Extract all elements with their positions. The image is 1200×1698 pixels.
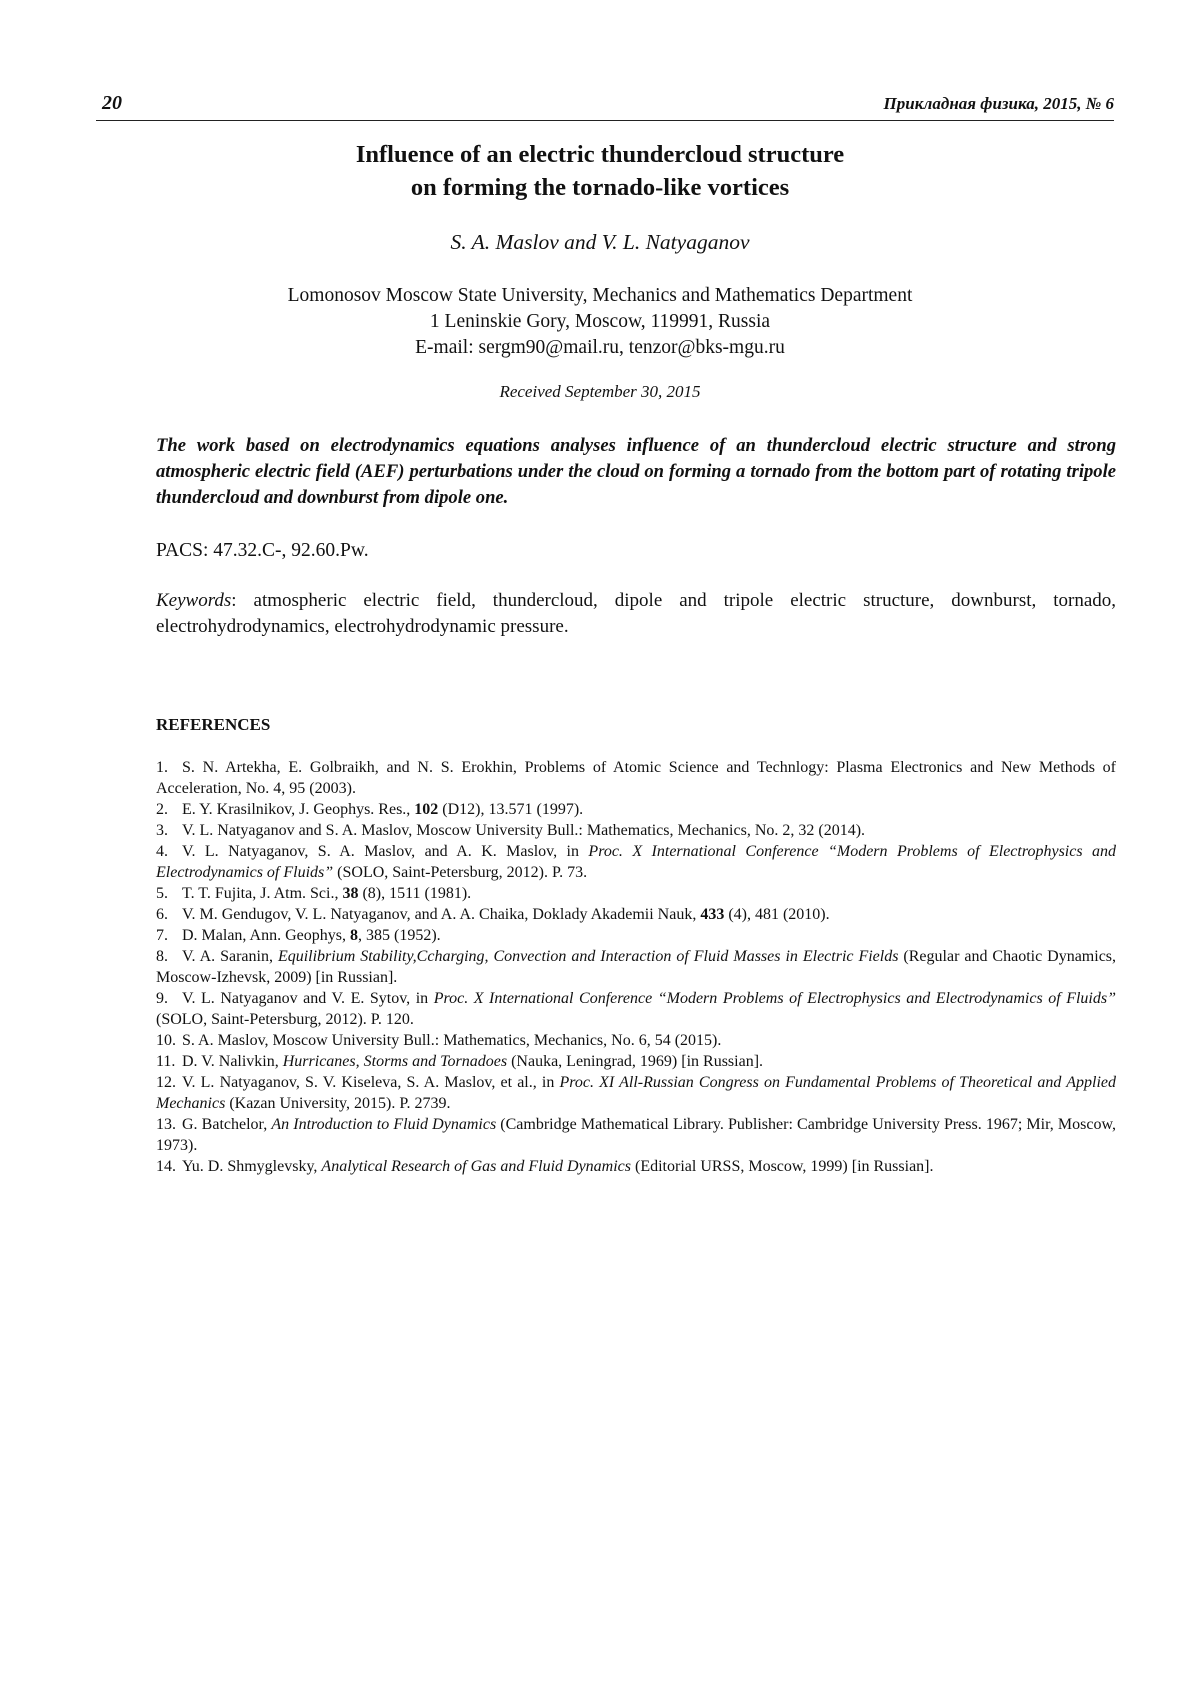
reference-italic: Proc. X International Conference “Modern Problems of Electrophysics and Electrodynamics of Fluids” (156, 843, 1116, 881)
reference-number: 6. (156, 906, 168, 923)
reference-volume: 433 (700, 906, 725, 923)
reference-item (156, 1114, 1116, 1156)
reference-item (156, 820, 1116, 841)
reference-tail: (Nauka, Leningrad, 1969) [in Russian]. (507, 1053, 764, 1070)
reference-number: 14. (156, 1158, 176, 1175)
reference-tail: , 385 (1952). (357, 927, 441, 944)
reference-item (156, 799, 1116, 820)
reference-item (156, 988, 1116, 1030)
affiliation-address: 1 Leninskie Gory, Moscow, 119991, Russia (429, 311, 771, 332)
reference-number: 13. (156, 1116, 176, 1133)
received-date: Received September 30, 2015 (499, 382, 701, 401)
reference-italic: Analytical Research of Gas and Fluid Dynamics (321, 1158, 631, 1175)
references-heading: REFERENCES (156, 715, 271, 734)
reference-tail: (8), 1511 (1981). (358, 885, 472, 902)
reference-text: D. Malan, Ann. Geophys, (182, 927, 350, 944)
reference-italic: Equilibrium Stability,Ccharging, Convection and Interaction of Fluid Masses in Electric Fields (277, 948, 899, 965)
reference-number: 9. (156, 990, 168, 1007)
reference-text: E. Y. Krasilnikov, J. Geophys. Res., (182, 801, 415, 818)
page-number: 20 (102, 92, 122, 114)
reference-tail: (Kazan University, 2015). P. 2739. (225, 1095, 451, 1112)
reference-volume: 38 (342, 885, 359, 902)
reference-tail: (Cambridge Mathematical Library. Publisher: Cambridge University Press. 1967; Mir, Moscow, 1973). (156, 1116, 1116, 1154)
reference-text: V. L. Natyaganov and S. A. Maslov, Moscow University Bull.: Mathematics, Mechanics, No. 2, 32 (2014). (182, 822, 866, 839)
reference-tail: (Editorial URSS, Moscow, 1999) [in Russian]. (631, 1158, 934, 1175)
reference-number: 8. (156, 948, 168, 965)
reference-italic: Proc. XI All-Russian Congress on Fundamental Problems of Theoretical and Applied Mechanics (156, 1074, 1116, 1112)
reference-item (156, 1030, 1116, 1051)
reference-text: G. Batchelor, (182, 1116, 272, 1133)
reference-italic: An Introduction to Fluid Dynamics (271, 1116, 497, 1133)
reference-tail: (D12), 13.571 (1997). (438, 801, 584, 818)
affiliation (160, 283, 1040, 361)
authors: S. A. Maslov and V. L. Natyaganov (450, 230, 750, 254)
reference-number: 4. (156, 843, 168, 860)
reference-list (156, 757, 1116, 1177)
reference-item (156, 946, 1116, 988)
reference-number: 12. (156, 1074, 176, 1091)
reference-number: 1. (156, 759, 168, 776)
reference-item (156, 1072, 1116, 1114)
article-title (160, 138, 1040, 204)
reference-number: 11. (156, 1053, 176, 1070)
title-line-2: on forming the tornado-like vortices (410, 174, 790, 201)
running-head (96, 92, 1114, 121)
reference-volume: 102 (414, 801, 439, 818)
reference-text: Yu. D. Shmyglevsky, (182, 1158, 322, 1175)
reference-text: V. A. Saranin, (182, 948, 278, 965)
reference-text: V. M. Gendugov, V. L. Natyaganov, and A. A. Chaika, Doklady Akademii Nauk, (182, 906, 701, 923)
reference-text: V. L. Natyaganov, S. A. Maslov, and A. K. Maslov, in (182, 843, 589, 860)
title-line-1: Influence of an electric thundercloud structure (355, 141, 845, 168)
reference-number: 2. (156, 801, 168, 818)
reference-number: 3. (156, 822, 168, 839)
reference-item (156, 925, 1116, 946)
reference-item (156, 904, 1116, 925)
reference-text: V. L. Natyaganov, S. V. Kiseleva, S. A. Maslov, et al., in (182, 1074, 560, 1091)
reference-text: S. N. Artekha, E. Golbraikh, and N. S. Erokhin, Problems of Atomic Science and Technlogy: Plasma Electronics and New Methods of Acceleration, No. 4, 95 (2003). (156, 759, 1116, 797)
reference-item (156, 1051, 1116, 1072)
keywords (156, 588, 1116, 640)
reference-italic: Proc. X International Conference “Modern Problems of Electrophysics and Electrodynamics of Fluids” (433, 990, 1116, 1007)
journal-name: Прикладная физика, 2015, № 6 (883, 94, 1114, 113)
reference-text: S. A. Maslov, Moscow University Bull.: Mathematics, Mechanics, No. 6, 54 (2015). (182, 1032, 722, 1049)
reference-italic: Hurricanes, Storms and Tornadoes (282, 1053, 508, 1070)
reference-item (156, 757, 1116, 799)
affiliation-email: E-mail: sergm90@mail.ru, tenzor@bks-mgu.ru (415, 337, 785, 358)
pacs-codes: PACS: 47.32.C-, 92.60.Pw. (156, 540, 369, 561)
reference-tail: (SOLO, Saint-Petersburg, 2012). P. 120. (156, 1011, 414, 1028)
reference-volume: 8 (349, 927, 358, 944)
reference-tail: (SOLO, Saint-Petersburg, 2012). P. 73. (333, 864, 588, 881)
reference-number: 7. (156, 927, 168, 944)
reference-number: 10. (156, 1032, 176, 1049)
reference-number: 5. (156, 885, 168, 902)
reference-tail: (4), 481 (2010). (724, 906, 830, 923)
reference-text: V. L. Natyaganov and V. E. Sytov, in (182, 990, 434, 1007)
abstract: The work based on electrodynamics equations analyses influence of an thundercloud electric structure and strong atmospheric electric field (AEF) perturbations under the cloud on forming a tornado from the bottom part of rotating tripole thundercloud and downburst from dipole one. (156, 435, 1116, 508)
affiliation-institution: Lomonosov Moscow State University, Mechanics and Mathematics Department (287, 285, 913, 306)
reference-text: D. V. Nalivkin, (182, 1053, 283, 1070)
reference-item (156, 883, 1116, 904)
keywords-text: : atmospheric electric field, thundercloud, dipole and tripole electric structure, downburst, tornado, electrohydrodynamics, electrohydrodynamic pressure. (156, 590, 1116, 637)
reference-item (156, 841, 1116, 883)
reference-text: T. T. Fujita, J. Atm. Sci., (182, 885, 343, 902)
reference-tail: (Regular and Chaotic Dynamics, Moscow-Izhevsk, 2009) [in Russian]. (156, 948, 1117, 986)
keywords-label: Keywords (156, 590, 232, 611)
reference-item (156, 1156, 1116, 1177)
